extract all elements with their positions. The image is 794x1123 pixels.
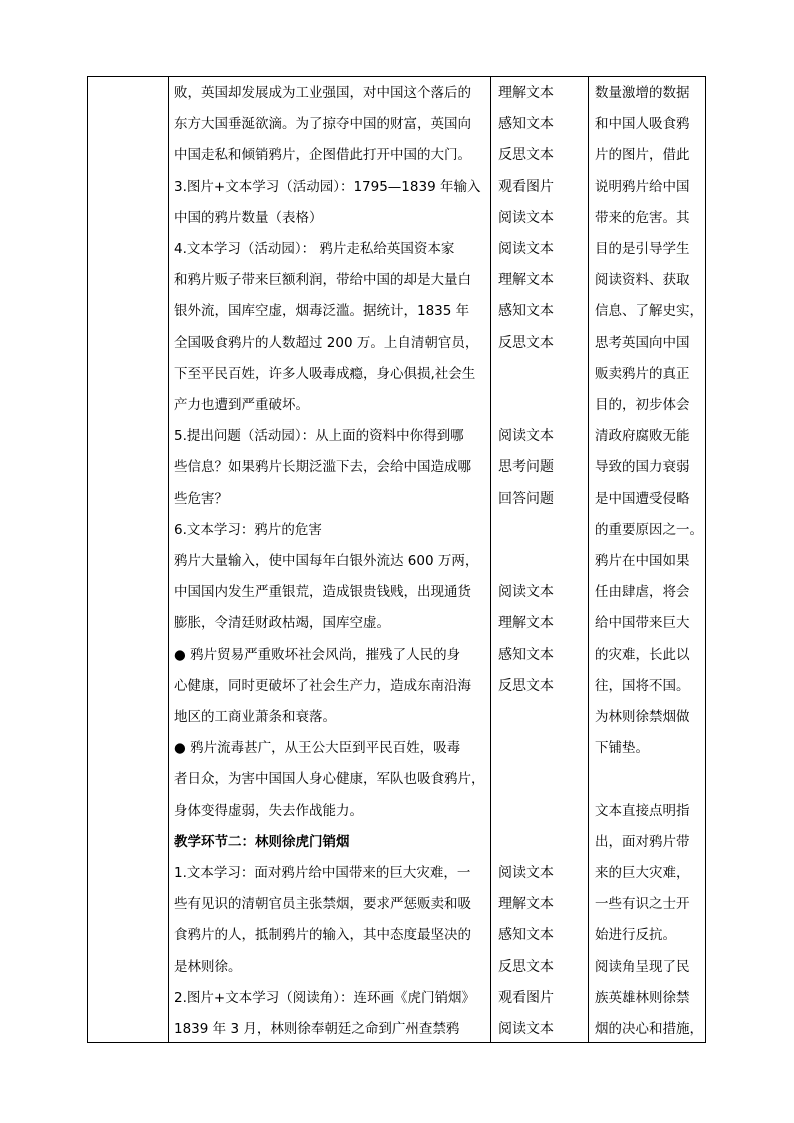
content-line: 东方大国垂涎欲滴。为了掠夺中国的财富，英国向	[174, 116, 471, 133]
activity-line: 回答问题	[498, 490, 554, 507]
content-line: 2.图片+文本学习（阅读角）：连环画《虎门销烟》	[174, 989, 475, 1006]
activity-line: 阅读文本	[498, 209, 554, 226]
activity-line: 阅读文本	[498, 241, 554, 257]
content-line: 教学环节二：林则徐虎门销烟	[174, 833, 350, 850]
activity-line: 反思文本	[498, 958, 554, 975]
content-line: 5.提出问题（活动园）：从上面的资料中你得到哪	[174, 428, 464, 445]
lesson-plan-table	[87, 76, 706, 1043]
content-line: 膨胀，令清廷财政枯竭，国库空虚。	[174, 615, 390, 632]
column-divider	[490, 77, 491, 1042]
activity-line: 阅读文本	[498, 584, 554, 601]
activity-line: 理解文本	[498, 896, 554, 913]
content-line: 6.文本学习：鸦片的危害	[174, 521, 322, 538]
intent-line: 导致的国力衰弱	[595, 459, 690, 476]
activity-line: 观看图片	[498, 989, 554, 1006]
activity-line: 理解文本	[498, 615, 554, 632]
content-line: 中国的鸦片数量（表格）	[174, 209, 323, 226]
intent-line: 来的巨大灾难，	[595, 865, 690, 881]
intent-line: 思考英国向中国	[595, 334, 690, 351]
content-line: 1839 年 3 月，林则徐奉朝廷之命到广州查禁鸦	[174, 1021, 460, 1037]
design-intent-column	[595, 77, 707, 1042]
intent-line: 阅读资料、获取	[595, 272, 690, 289]
intent-line: 说明鸦片给中国	[595, 178, 690, 195]
content-line: 身体变得虚弱，失去作战能力。	[174, 802, 363, 819]
teaching-content-column	[174, 77, 486, 1042]
content-line: 3.图片+文本学习（活动园）：1795—1839 年输入	[174, 178, 481, 195]
content-line: ● 鸦片流毒甚广，从王公大臣到平民百姓，吸毒	[174, 740, 461, 757]
intent-line: 贩卖鸦片的真正	[595, 365, 690, 382]
activity-line: 观看图片	[498, 178, 554, 195]
content-line: 食鸦片的人，抵制鸦片的输入，其中态度最坚决的	[174, 927, 471, 944]
intent-line: 出，面对鸦片带	[595, 833, 690, 850]
intent-line: 鸦片在中国如果	[595, 553, 690, 569]
intent-line: 下铺垫。	[595, 740, 649, 757]
content-line: 产力也遭到严重破坏。	[174, 397, 309, 413]
intent-line: 信息、了解史实，	[595, 303, 703, 320]
intent-line: 清政府腐败无能	[595, 428, 690, 445]
empty-label-column	[88, 77, 168, 1042]
content-line: 中国国内发生严重银荒，造成银贵钱贱，出现通货	[174, 584, 471, 601]
activity-line: 反思文本	[498, 147, 554, 164]
intent-line: 的重要原因之一。	[595, 521, 703, 538]
column-divider	[588, 77, 589, 1042]
content-line: 地区的工商业萧条和衰落。	[174, 709, 336, 725]
intent-line: 一些有识之士开	[595, 896, 690, 913]
intent-line: 始进行反抗。	[595, 927, 676, 944]
intent-line: 任由肆虐，将会	[595, 584, 690, 601]
content-line: 银外流，国库空虚，烟毒泛滥。据统计，1835 年	[174, 303, 470, 320]
activity-line: 理解文本	[498, 85, 554, 101]
intent-line: 为林则徐禁烟做	[595, 709, 690, 725]
activity-line: 感知文本	[498, 303, 554, 320]
activity-line: 阅读文本	[498, 865, 554, 881]
content-line: 些信息？如果鸦片长期泛滥下去，会给中国造成哪	[174, 459, 471, 476]
intent-line: 文本直接点明指	[595, 802, 690, 819]
activity-line: 感知文本	[498, 116, 554, 133]
intent-line: 阅读角呈现了民	[595, 958, 690, 975]
intent-line: 带来的危害。其	[595, 209, 690, 226]
content-line: 心健康，同时更破坏了社会生产力，造成东南沿海	[174, 677, 471, 694]
intent-line: 烟的决心和措施，	[595, 1021, 703, 1037]
content-line: 全国吸食鸦片的人数超过 200 万。上自清朝官员，	[174, 334, 479, 351]
content-line: 下至平民百姓，许多人吸毒成瘾，身心俱损,社会生	[174, 365, 476, 382]
content-line: 是林则徐。	[174, 958, 242, 975]
activity-line: 反思文本	[498, 334, 554, 351]
content-line: 中国走私和倾销鸦片，企图借此打开中国的大门。	[174, 147, 471, 164]
intent-line: 往，国将不国。	[595, 677, 690, 694]
activity-line: 反思文本	[498, 677, 554, 694]
activity-line: 阅读文本	[498, 1021, 554, 1037]
intent-line: 数量激增的数据	[595, 85, 690, 101]
activity-line: 感知文本	[498, 927, 554, 944]
intent-line: 族英雄林则徐禁	[595, 989, 690, 1006]
activity-line: 感知文本	[498, 646, 554, 663]
activity-line: 阅读文本	[498, 428, 554, 445]
content-line: 些有见识的清朝官员主张禁烟，要求严惩贩卖和吸	[174, 896, 471, 913]
content-line: 败，英国却发展成为工业强国，对中国这个落后的	[174, 85, 471, 101]
content-line: 鸦片大量输入，使中国每年白银外流达 600 万两，	[174, 553, 479, 569]
intent-line: 给中国带来巨大	[595, 615, 690, 632]
intent-line: 是中国遭受侵略	[595, 490, 690, 507]
content-line: 4.文本学习（活动园）： 鸦片走私给英国资本家	[174, 241, 455, 257]
content-line: ● 鸦片贸易严重败坏社会风尚，摧残了人民的身	[174, 646, 461, 663]
content-line: 和鸦片贩子带来巨额利润，带给中国的却是大量白	[174, 272, 471, 289]
content-line: 些危害？	[174, 490, 228, 507]
activity-line: 理解文本	[498, 272, 554, 289]
intent-line: 目的是引导学生	[595, 241, 690, 257]
intent-line: 目的，初步体会	[595, 397, 690, 413]
intent-line: 和中国人吸食鸦	[595, 116, 690, 133]
activity-line: 思考问题	[498, 459, 554, 476]
intent-line: 片的图片，借此	[595, 147, 690, 164]
intent-line: 的灾难，长此以	[595, 646, 690, 663]
content-line: 1.文本学习：面对鸦片给中国带来的巨大灾难，一	[174, 865, 471, 881]
student-activity-column	[498, 77, 586, 1042]
column-divider	[168, 77, 169, 1042]
content-line: 者日众，为害中国国人身心健康，军队也吸食鸦片，	[174, 771, 485, 788]
